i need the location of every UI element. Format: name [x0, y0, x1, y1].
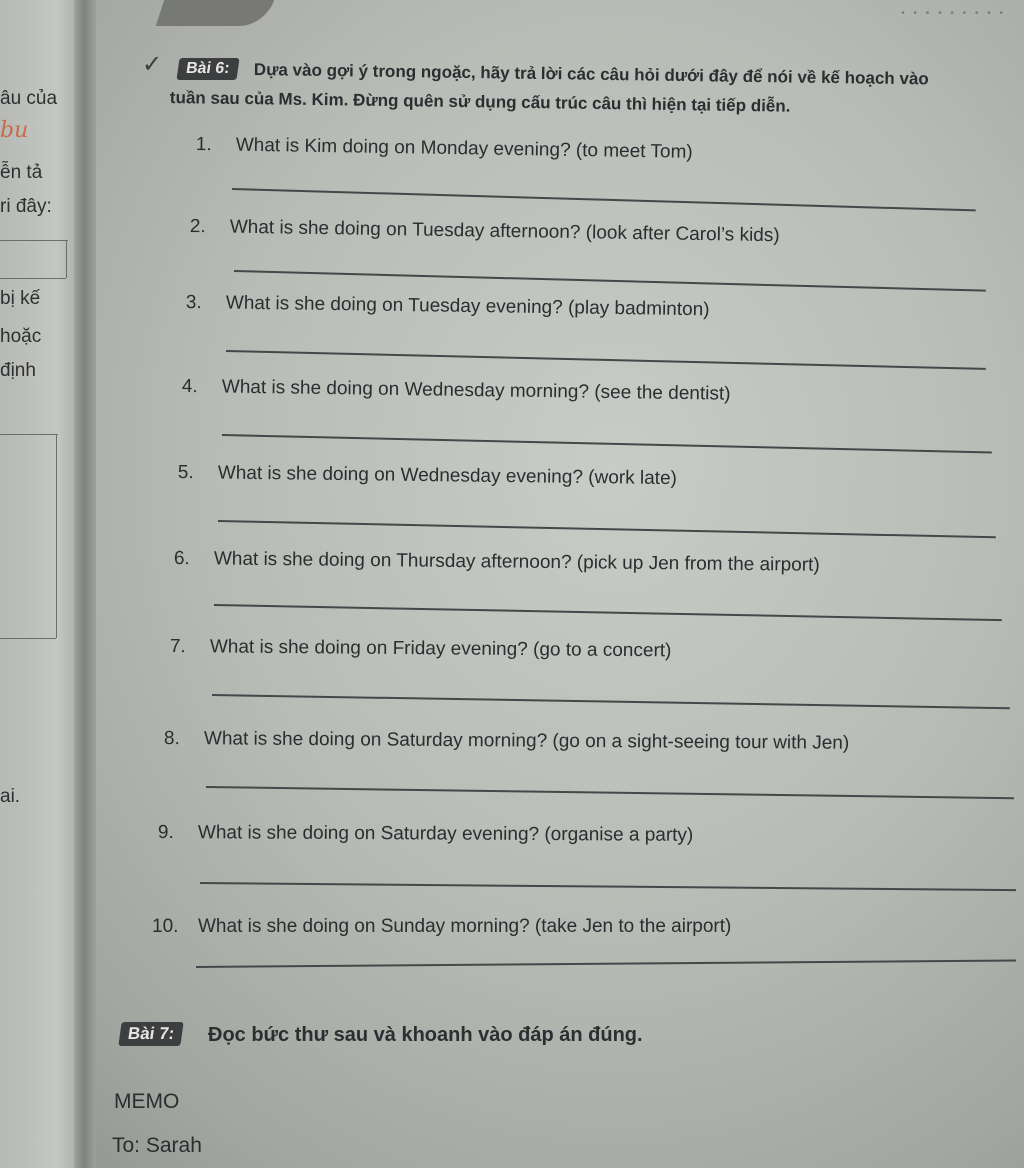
question-10: [152, 916, 731, 938]
question-text: What is she doing on Tuesday afternoon? (look after Carol’s kids): [229, 216, 780, 247]
question-number: 9.: [157, 822, 174, 844]
question-text: What is Kim doing on Monday evening? (to meet Tom): [235, 134, 693, 163]
exercise6-instruction-line1: Dựa vào gợi ý trong ngoặc, hãy trả lời các câu hỏi dưới đây để nói về kế hoạch vào: [253, 60, 929, 89]
left-page-fragment: ai.: [0, 786, 21, 807]
memo-title: MEMO: [114, 1090, 180, 1113]
left-page-rule: [0, 434, 58, 435]
question-number: 6.: [173, 548, 190, 570]
exercise7-instruction: Đọc bức thư sau và khoanh vào đáp án đúng.: [208, 1024, 643, 1046]
question-number: 10.: [152, 916, 179, 937]
question-text: What is she doing on Friday evening? (go to a concert): [209, 636, 672, 662]
checkmark-icon: ✓: [142, 50, 163, 78]
handwritten-scribble: bu: [0, 118, 29, 143]
book-spine: [74, 0, 96, 1168]
exercise6-badge: Bài 6:: [176, 58, 239, 80]
question-text: What is she doing on Tuesday evening? (play badminton): [225, 292, 710, 321]
left-page-rule: [0, 278, 66, 279]
question-number: 8.: [163, 728, 180, 750]
left-page-rule: [0, 240, 68, 241]
left-page-fragment: âu của: [0, 88, 58, 109]
question-number: 7.: [169, 636, 186, 658]
question-9: [158, 822, 693, 847]
left-page-fragment: bị kế: [0, 288, 41, 309]
left-page-fragment: ễn tả: [0, 162, 43, 183]
left-page-rule: [66, 240, 67, 278]
left-page-rule: [0, 638, 56, 639]
question-text: What is she doing on Saturday evening? (organise a party): [197, 822, 694, 846]
question-number: 3.: [185, 292, 202, 314]
left-page-fragment: hoặc: [0, 326, 42, 347]
question-text: What is she doing on Wednesday evening? (work late): [217, 462, 678, 490]
left-page-fragment: ri đây:: [0, 196, 52, 217]
exercise6-instruction-line2: tuần sau của Ms. Kim. Đừng quên sử dụng cấu trúc câu thì hiện tại tiếp diễn.: [169, 88, 791, 116]
question-number: 4.: [181, 376, 198, 398]
question-number: 2.: [189, 216, 206, 238]
left-page: [0, 0, 82, 1168]
memo-recipient: To: Sarah: [112, 1134, 202, 1157]
question-text: What is she doing on Wednesday morning? (see the dentist): [221, 376, 731, 405]
question-7: [170, 636, 672, 662]
question-number: 1.: [195, 134, 212, 156]
exercise7-badge: Bài 7:: [118, 1022, 184, 1046]
question-text: What is she doing on Sunday morning? (take Jen to the airport): [198, 916, 732, 937]
header-dots: • • • • • • • • •: [901, 8, 1006, 19]
question-text: What is she doing on Saturday morning? (go on a sight-seeing tour with Jen): [203, 728, 850, 754]
question-number: 5.: [177, 462, 194, 484]
question-text: What is she doing on Thursday afternoon? (pick up Jen from the airport): [213, 548, 820, 576]
left-page-rule: [56, 434, 57, 638]
left-page-fragment: định: [0, 360, 36, 381]
